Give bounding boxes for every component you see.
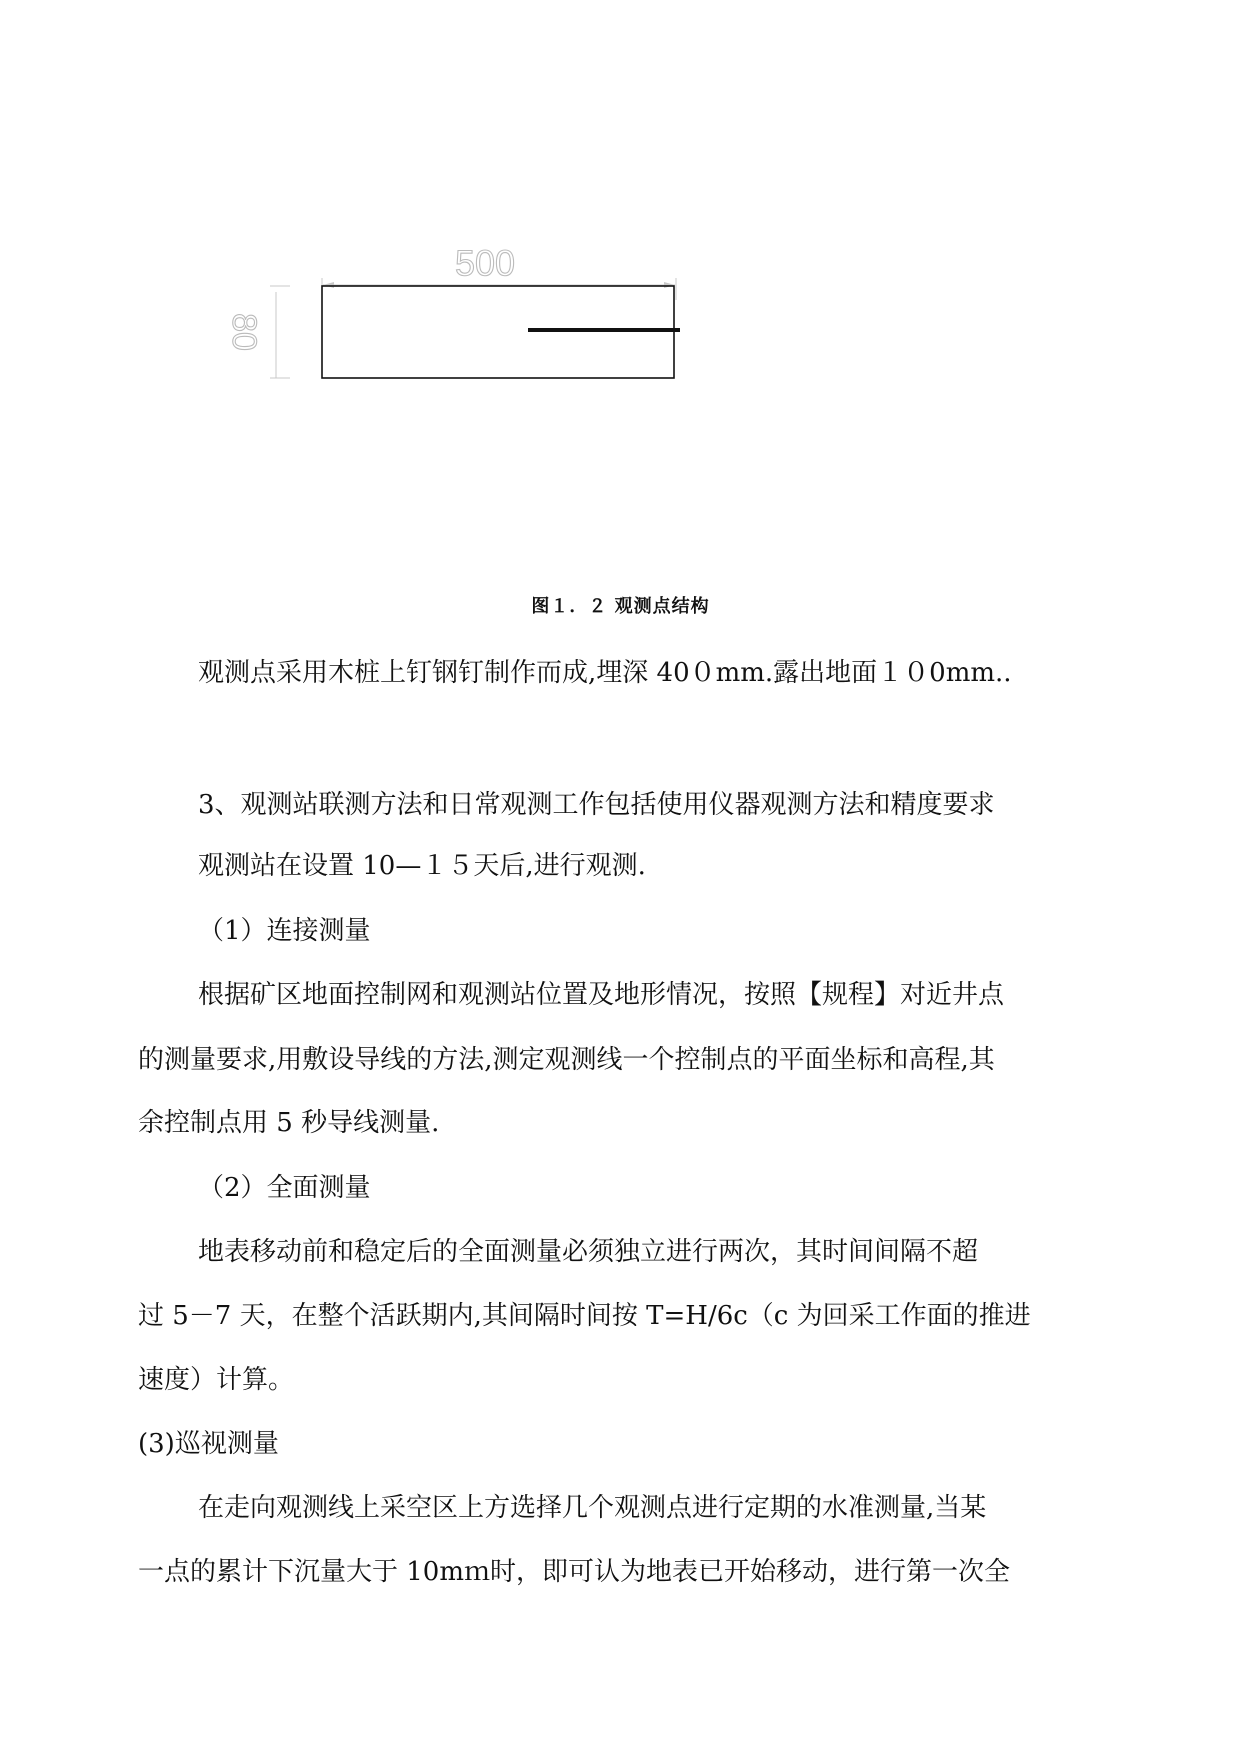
section-heading-3: 3、观测站联测方法和日常观测工作包括使用仪器观测方法和精度要求 (198, 790, 995, 820)
width-label: 500 (454, 242, 516, 284)
paragraph-connection-line-2: 的测量要求,用敷设导线的方法,测定观测线一个控制点的平面坐标和高程,其 (138, 1045, 995, 1075)
paragraph-patrol-line-1: 在走向观测线上采空区上方选择几个观测点进行定期的水准测量,当某 (198, 1493, 987, 1523)
structure-drawing (225, 240, 770, 440)
paragraph-observation-point: 观测点采用木桩上钉钢钉制作而成,埋深 40０mm.露出地面１０0mm.. (198, 658, 1012, 688)
figure-caption: 图１．２ 观测点结构 (531, 596, 710, 617)
subheading-connection-survey: （1）连接测量 (198, 916, 371, 946)
paragraph-patrol-line-2: 一点的累计下沉量大于 10mｍ时，即可认为地表已开始移动，进行第一次全 (138, 1557, 1011, 1587)
paragraph-full-survey-line-3: 速度）计算。 (138, 1365, 295, 1395)
paragraph-full-survey-line-2: 过 5－7 天，在整个活跃期内,其间隔时间按 T=H/6c（c 为回采工作面的推进 (138, 1301, 1031, 1331)
paragraph-connection-line-1: 根据矿区地面控制网和观测站位置及地形情况，按照【规程】对近井点 (198, 980, 1005, 1010)
width-arrow-left (323, 282, 334, 288)
subheading-patrol-survey: (3)巡视测量 (138, 1429, 279, 1459)
paragraph-full-survey-line-1: 地表移动前和稳定后的全面测量必须独立进行两次，其时间间隔不超 (198, 1237, 979, 1267)
paragraph-observation-timing: 观测站在设置 10—１５天后,进行观测. (198, 851, 646, 881)
subheading-full-survey: （2）全面测量 (198, 1173, 371, 1203)
paragraph-connection-line-3: 余控制点用 5 秒导线测量. (138, 1108, 440, 1138)
height-label: 80 (225, 313, 264, 351)
observation-point-diagram (225, 240, 770, 440)
